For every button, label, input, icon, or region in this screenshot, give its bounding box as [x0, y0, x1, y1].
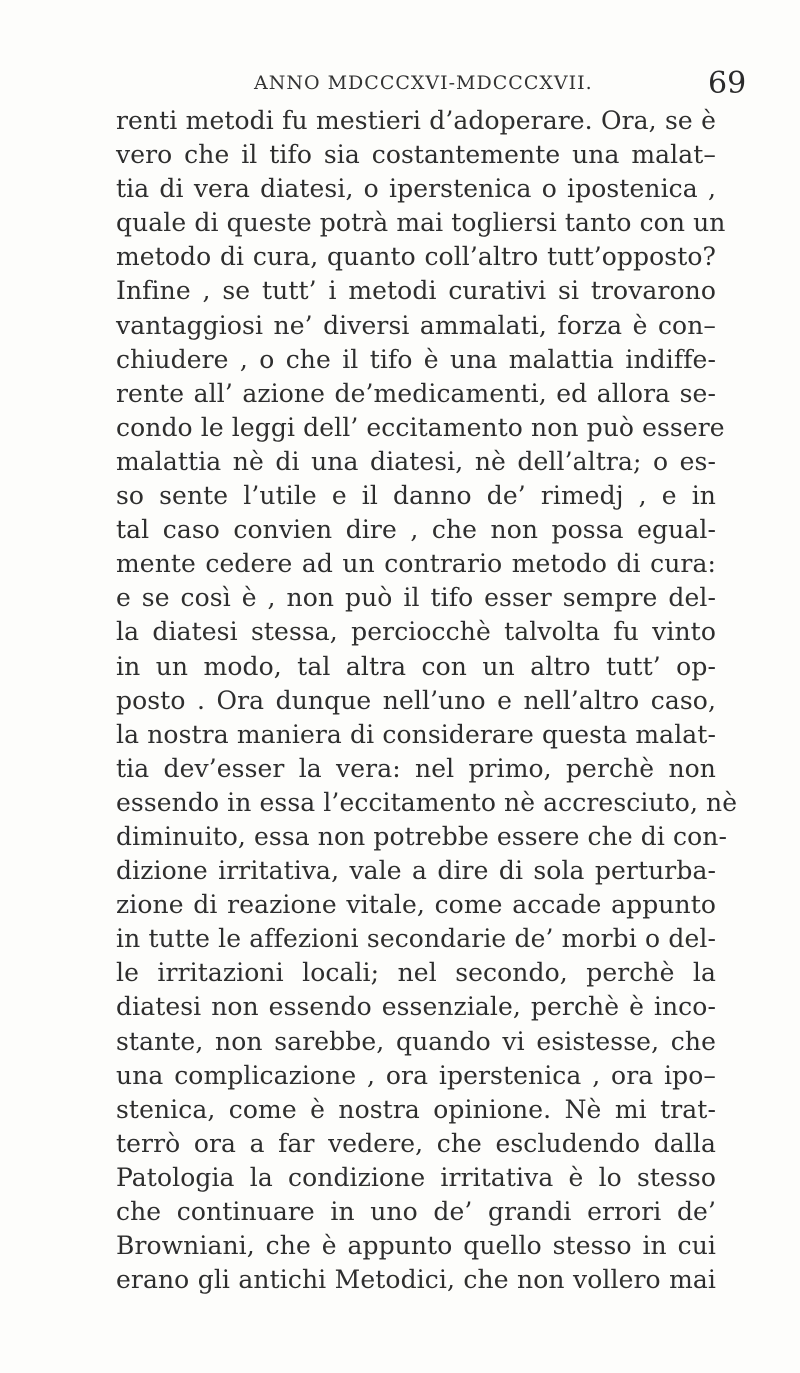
text-line: zione di reazione vitale, come accade appunto	[116, 890, 716, 920]
text-line: la nostra maniera di considerare questa malat-	[116, 719, 716, 749]
text-line: la diatesi stessa, perciocchè talvolta fu vinto	[116, 617, 716, 647]
text-line: Browniani, che è appunto quello stesso in cui	[116, 1231, 716, 1261]
text-line: quale di queste potrà mai togliersi tanto con un	[116, 208, 726, 238]
text-line: Infine , se tutt’ i metodi curativi si trovarono	[116, 276, 716, 306]
text-line: una complicazione , ora iperstenica , ora ipo–	[116, 1060, 716, 1090]
page-number: 69	[708, 66, 747, 101]
text-line: Patologia la condizione irritativa è lo stesso	[116, 1162, 716, 1192]
text-line: posto . Ora dunque nell’uno e nell’altro caso,	[116, 685, 716, 715]
text-line: essendo in essa l’eccitamento nè accresciuto, nè	[116, 787, 738, 817]
text-line: che continuare in uno de’ grandi errori de’	[116, 1197, 716, 1226]
text-line: vantaggiosi ne’ diversi ammalati, forza è con–	[116, 310, 716, 340]
text-line: diminuito, essa non potrebbe essere che di con-	[116, 821, 728, 851]
text-line: in un modo, tal altra con un altro tutt’ op-	[116, 651, 716, 681]
running-head: ANNO MDCCCXVI-MDCCCXVII.	[254, 72, 593, 94]
text-line: terrò ora a far vedere, che escludendo dalla	[116, 1128, 716, 1158]
text-line: so sente l’utile e il danno de’ rimedj , e in	[116, 481, 716, 511]
text-line: in tutte le affezioni secondarie de’ morbi o del-	[116, 924, 716, 954]
body-text	[116, 104, 738, 1297]
text-line: stante, non sarebbe, quando vi esistesse, che	[116, 1026, 716, 1056]
text-line: mente cedere ad un contrario metodo di cura:	[116, 549, 716, 579]
text-line: vero che il tifo sia costantemente una malat–	[116, 140, 716, 170]
text-line: rente all’ azione de’medicamenti, ed allora se-	[116, 378, 716, 408]
text-line: diatesi non essendo essenziale, perchè è inco-	[116, 992, 716, 1022]
text-line: tia dev’esser la vera: nel primo, perchè non	[116, 753, 716, 783]
text-line: erano gli antichi Metodici, che non vollero mai	[116, 1265, 716, 1295]
text-line: condo le leggi dell’ eccitamento non può essere	[116, 412, 725, 442]
text-line: dizione irritativa, vale a dire di sola perturba-	[116, 856, 716, 886]
text-line: renti metodi fu mestieri d’adoperare. Ora, se è	[116, 106, 716, 135]
text-line: tal caso convien dire , che non possa egual-	[116, 515, 716, 545]
text-line: e se così è , non può il tifo esser sempre del-	[116, 583, 716, 613]
text-line: chiudere , o che il tifo è una malattia indiffe-	[116, 344, 716, 374]
text-line: malattia nè di una diatesi, nè dell’altra; o es-	[116, 446, 716, 476]
text-line: stenica, come è nostra opinione. Nè mi trat-	[116, 1094, 716, 1124]
text-line: metodo di cura, quanto coll’altro tutt’opposto?	[116, 242, 716, 272]
text-line: le irritazioni locali; nel secondo, perchè la	[116, 958, 716, 988]
text-line: tia di vera diatesi, o iperstenica o ipostenica ,	[116, 174, 716, 204]
